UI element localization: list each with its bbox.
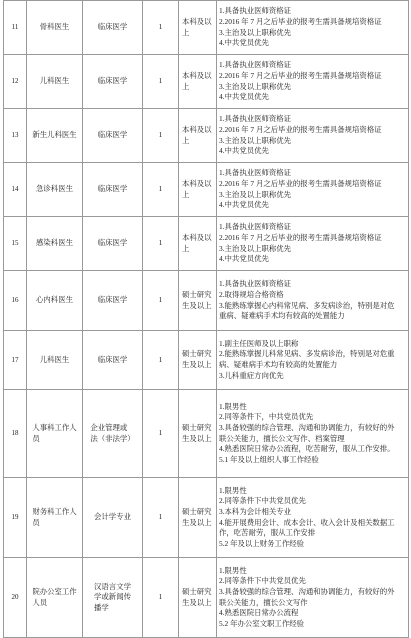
requirement-line: 2.同等条件下中共党员优先 [219, 576, 306, 586]
requirement-line: 4.中共党员优先 [219, 146, 269, 156]
text-line: 员 [32, 517, 40, 527]
requirement-line: 2.同等条件下，中共党员优先 [219, 412, 314, 422]
text-line: 硕士研究 [182, 349, 212, 359]
text-line: 企业管理或 [90, 422, 128, 432]
row-number: 15 [4, 217, 27, 271]
education-requirement [179, 331, 217, 390]
requirement-line: 1.具备执业医师资格证 [219, 168, 292, 178]
text-line: 院办公室工作 [32, 586, 77, 596]
requirement-line: 3.主治及以上职称优先 [219, 135, 292, 145]
table-row [4, 55, 409, 109]
text-line: 学或新闻传 [94, 592, 131, 602]
requirement-line: 1.具备执业医师资格证 [219, 6, 292, 16]
requirement-line: 2.2016 年 7 月之后毕业的报考生需具备规培资格证 [219, 124, 382, 134]
post-name: 儿科医生 [27, 331, 83, 390]
major-requirement: 临床医学 [83, 55, 143, 109]
text-line: 财务科工作人 [32, 506, 77, 516]
table-row [4, 217, 409, 271]
wrapped-text [182, 125, 212, 146]
education-requirement [179, 109, 217, 163]
wrapped-text [182, 179, 212, 200]
requirement-line: 3.主治及以上职称优先 [219, 81, 292, 91]
education-requirement [179, 217, 217, 271]
other-requirements [217, 55, 409, 109]
education-requirement [179, 390, 217, 478]
row-number: 20 [4, 558, 27, 638]
post-name: 儿科医生 [27, 55, 83, 109]
text-line: 上 [182, 135, 190, 145]
education-requirement [179, 558, 217, 638]
headcount: 1 [143, 1, 179, 55]
requirement-line: 3.儿科重症方向优先 [219, 370, 284, 380]
text-line: 生及以上 [182, 300, 212, 310]
row-number: 18 [4, 390, 27, 478]
post-name: 急诊科医生 [27, 163, 83, 217]
requirement-line: 5.2 年及以上财务工作经验 [219, 538, 304, 548]
major-requirement: 会计学专业 [83, 478, 143, 558]
wrapped-text [182, 71, 212, 92]
table-body [4, 1, 409, 638]
text-line: 本科及以 [182, 232, 212, 242]
text-line: 上 [182, 81, 190, 91]
text-line: 硕士研究 [182, 289, 212, 299]
post-name: 感染科医生 [27, 217, 83, 271]
table-row [4, 478, 409, 558]
major-requirement [83, 558, 143, 638]
major-requirement: 临床医学 [83, 331, 143, 390]
requirement-line: 1.具备执业医师资格证 [219, 114, 292, 124]
text-line: 硕士研究 [182, 422, 212, 432]
text-line: 人事科工作人 [32, 422, 77, 432]
requirement-line: 联公关能力，擅长公文写作、档案管理 [219, 433, 345, 443]
requirement-line: 4.熟悉医院日常办公流程 [219, 608, 299, 618]
text-line: 员 [32, 433, 40, 443]
requirement-line: 1.限男性 [219, 485, 247, 495]
major-requirement: 临床医学 [83, 217, 143, 271]
requirement-line: 4.熟悉医院日常办公流程，吃苦耐劳，服从工作安排。 [219, 444, 395, 454]
table-row [4, 390, 409, 478]
text-line: 人员 [32, 597, 48, 607]
requirement-line: 4.中共党员优先 [219, 254, 269, 264]
requirement-line: 病、疑难病手术均有较高的处置能力 [219, 360, 338, 369]
text-line: 上 [182, 27, 190, 37]
major-requirement [83, 390, 143, 478]
headcount: 1 [143, 55, 179, 109]
requirement-line: 作，吃苦耐劳，服从工作安排 [219, 528, 316, 538]
requirement-line: 重病、疑难病手术均有较高的处置能力 [219, 311, 345, 321]
other-requirements [217, 217, 409, 271]
other-requirements [217, 1, 409, 55]
text-line: 本科及以 [182, 16, 212, 26]
requirement-line: 3.具备较强的综合管理、沟通和协调能力，有较好的外 [219, 422, 395, 432]
row-number: 19 [4, 478, 27, 558]
requirement-line: 1.具备执业医师资格证 [219, 222, 292, 232]
table-row [4, 558, 409, 638]
other-requirements [217, 109, 409, 163]
headcount: 1 [143, 217, 179, 271]
wrapped-text [182, 290, 212, 311]
requirement-line: 4.中共党员优先 [219, 200, 269, 210]
wrapped-text [182, 17, 212, 38]
education-requirement [179, 478, 217, 558]
text-line: 本科及以 [182, 70, 212, 80]
text-line: 上 [182, 243, 190, 253]
other-requirements [217, 271, 409, 331]
wrapped-text [94, 582, 131, 614]
requirement-line: 1.具备执业医师资格证 [219, 60, 292, 70]
text-line: 法（非法学） [90, 433, 135, 443]
requirement-line: 3.主治及以上职称优先 [219, 243, 292, 253]
requirement-line: 1.副主任医师及以上职称 [219, 338, 299, 348]
education-requirement [179, 271, 217, 331]
wrapped-text [182, 349, 212, 370]
row-number: 16 [4, 271, 27, 331]
requirement-line: 3.本科为会计相关专业 [219, 506, 292, 516]
post-name [27, 390, 83, 478]
wrapped-text [182, 233, 212, 254]
major-requirement: 临床医学 [83, 1, 143, 55]
text-line: 汉语言文学 [94, 581, 131, 591]
wrapped-text [90, 423, 134, 444]
wrapped-text [182, 507, 212, 528]
post-name [27, 478, 83, 558]
requirement-line: 3.具备较强的综合管理、沟通和协调能力，有较好的外 [219, 586, 395, 596]
headcount: 1 [143, 331, 179, 390]
requirement-line: 2.同等条件下中共党员优先 [219, 496, 306, 506]
row-number: 11 [4, 1, 27, 55]
table-row [4, 163, 409, 217]
requirement-line: 2.取得规培合格资格 [219, 289, 284, 299]
headcount: 1 [143, 109, 179, 163]
other-requirements [217, 558, 409, 638]
requirement-line: 3.主治及以上职称优先 [219, 189, 292, 199]
wrapped-text [182, 423, 212, 444]
requirement-line: 1.限男性 [219, 401, 247, 411]
requirement-line: 4.中共党员优先 [219, 92, 269, 102]
other-requirements [217, 163, 409, 217]
requirement-line: 3.主治及以上职称优先 [219, 27, 292, 37]
requirement-line: 2.2016 年 7 月之后毕业的报考生需具备规培资格证 [219, 232, 382, 242]
requirement-line: 3.能熟练掌握心内科常见病、多发病诊治，特别是对危 [219, 300, 395, 310]
wrapped-text [32, 423, 76, 444]
requirement-line: 2.2016 年 7 月之后毕业的报考生需具备规培资格证 [219, 16, 382, 26]
requirement-line: 联公关能力，擅长公文写作 [219, 597, 308, 607]
text-line: 本科及以 [182, 124, 212, 134]
post-name [27, 558, 83, 638]
requirement-line: 2.2016 年 7 月之后毕业的报考生需具备规培资格证 [219, 70, 382, 80]
row-number: 17 [4, 331, 27, 390]
text-line: 生及以上 [182, 517, 212, 527]
row-number: 14 [4, 163, 27, 217]
text-line: 本科及以 [182, 178, 212, 188]
requirement-line: 2.2016 年 7 月之后毕业的报考生需具备规培资格证 [219, 178, 382, 188]
requirement-line: 1.限男性 [219, 565, 247, 575]
row-number: 13 [4, 109, 27, 163]
major-requirement: 临床医学 [83, 163, 143, 217]
post-name: 心内科医生 [27, 271, 83, 331]
text-line: 硕士研究 [182, 586, 212, 596]
wrapped-text [182, 587, 212, 608]
table-row [4, 1, 409, 55]
text-line: 播学 [94, 602, 109, 612]
headcount: 1 [143, 558, 179, 638]
education-requirement [179, 163, 217, 217]
text-line: 生及以上 [182, 597, 212, 607]
wrapped-text [32, 507, 76, 528]
requirement-line: 2.能熟练掌握儿科常见病、多发病诊治，特别是对危重 [219, 349, 395, 359]
table-row [4, 271, 409, 331]
post-name: 骨科医生 [27, 1, 83, 55]
headcount: 1 [143, 390, 179, 478]
table-row [4, 331, 409, 390]
major-requirement: 临床医学 [83, 109, 143, 163]
requirement-line: 4.能开展费用会计、成本会计、收入会计及相关数据工 [219, 517, 395, 527]
headcount: 1 [143, 163, 179, 217]
post-name: 新生儿科医生 [27, 109, 83, 163]
education-requirement [179, 1, 217, 55]
other-requirements [217, 331, 409, 390]
wrapped-text [32, 587, 76, 608]
table-row [4, 109, 409, 163]
recruitment-table [3, 0, 409, 638]
major-requirement: 临床医学 [83, 271, 143, 331]
text-line: 生及以上 [182, 433, 212, 443]
row-number: 12 [4, 55, 27, 109]
text-line: 上 [182, 189, 190, 199]
requirement-line: 5.1 年及以上组织人事工作经验 [219, 454, 319, 464]
other-requirements [217, 478, 409, 558]
text-line: 生及以上 [182, 360, 212, 369]
requirement-line: 1.具备执业医师资格证 [219, 279, 292, 289]
education-requirement [179, 55, 217, 109]
requirement-line: 5.2 年办公室文职工作经验 [219, 618, 304, 628]
headcount: 1 [143, 478, 179, 558]
text-line: 硕士研究 [182, 506, 212, 516]
other-requirements [217, 390, 409, 478]
requirement-line: 4.中共党员优先 [219, 38, 269, 48]
headcount: 1 [143, 271, 179, 331]
